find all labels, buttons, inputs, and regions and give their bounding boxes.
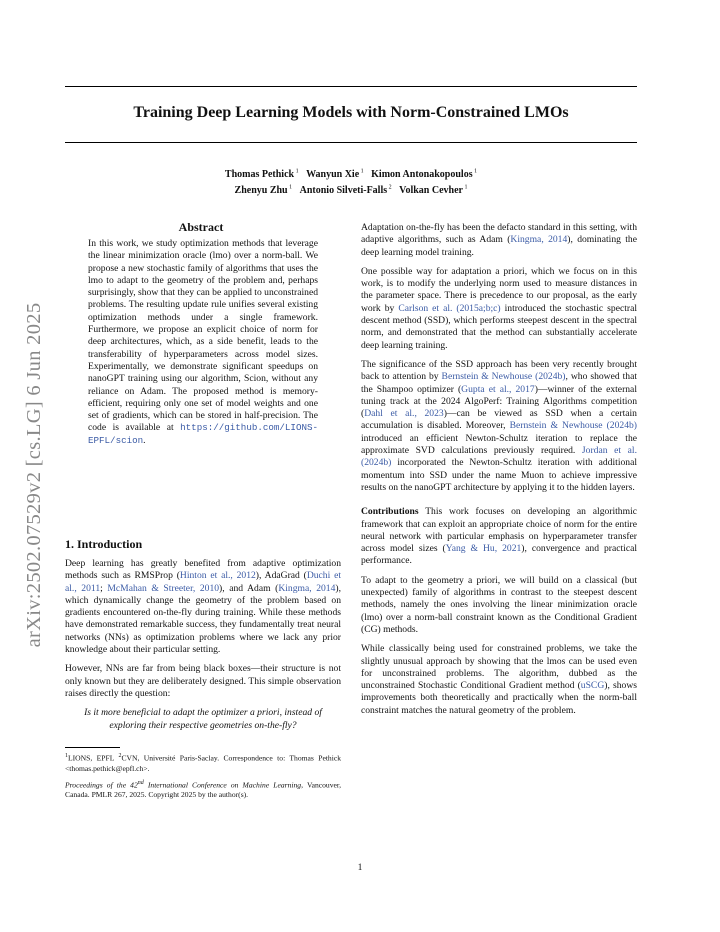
citation-link[interactable]: Jordan et al. (2024b) [361,445,637,469]
text-run: ), convergence and practical performance. [361,543,637,567]
right-paragraph-5: To adapt to the geometry a priori, we will build on a classical (but unexpected) family of algorithms in contrast to the steepest descent methods, namely the ones involving the linear minimization oracle (lmo) over a norm-ball constraint known as the Conditional Gradient (CG) methods. [361,574,637,635]
text-run: introduced an efficient Newton-Schultz iteration to replace the approximate SVD calculations previously required. [361,432,637,457]
paper-title: Training Deep Learning Models with Norm-Constrained LMOs [133,104,569,121]
code-link[interactable]: https://github.com/LIONS-EPFL/scion [88,422,318,446]
text-run: ), dominating the deep learning model training. [361,234,637,258]
citation-link[interactable]: Carlson et al. (2015a;b;c) [398,302,501,314]
citation-link[interactable]: Kingma, 2014 [278,582,336,594]
left-column [65,558,341,732]
text-run: This work focuses on developing an algorithmic framework that can exploit an appropriate choice of norm for the entire neural network with particular emphasis on hyperparameter transfer across model sizes ( [361,506,637,555]
footnote-affiliations: $^1$LIONS, EPFL $^2$CVN, Université Paris-Saclay. Correspondence to: Thomas Pethick <thomas.pethick@epfl.ch>. [65,753,342,773]
abstract-text [88,238,318,447]
arxiv-stamp: arXiv:2502.07529v2 [cs.LG] 6 Jun 2025 [23,302,45,648]
text-run: , who showed that the Shampoo optimizer ( [361,371,637,395]
text-run: ; [100,582,108,594]
text-run: ), and Adam ( [219,582,279,594]
author-name: Thomas Pethick $^1$ [224,169,299,181]
text-run: One possible way for adaptation a priori, which we focus on in this work, is to modify the underlying norm used to measure distances in the parameter space. There is precedence to our proposal, as the early work by [361,265,637,314]
page-number: 1 [357,862,363,873]
right-paragraph-2 [361,266,637,352]
citation-link[interactable]: uSCG [580,680,605,692]
citation-link[interactable]: Yang & Hu, 2021 [445,543,522,555]
section-heading-introduction: 1. Introduction [65,537,143,551]
text-run: While classically being used for constrained problems, we take the slightly unusual approach by showing that the lmos can be used even for unconstrained problems. The algorithm, dubbed as the unconstrained Stochastic Conditional Gradient method ( [361,643,637,692]
intro-paragraph-1 [65,558,341,656]
author-name: Wanyun Xie $^1$ [306,169,364,181]
text-run: )—can be viewed as SSD when a certain accumulation is disabled. Moreover, [361,408,637,432]
right-paragraph-3 [361,359,637,494]
text-run: ), AdaGrad ( [255,570,307,582]
abstract-end: . [143,434,146,446]
text-run: Adaptation on-the-fly has been the defacto standard in this setting, with adaptive algorithms, such as Adam ( [361,222,637,246]
text-run: Deep learning has greatly benefited from adaptive optimization methods such as RMSProp ( [65,558,341,582]
footnote-rule [65,747,120,748]
footnote [65,751,341,804]
author-name: Antonio Silveti-Falls $^2$ [299,184,392,196]
citation-link[interactable]: Kingma, 2014 [510,234,568,246]
text-run: ), which dynamically change the geometry of the problem based on gradients encountered on-the-fly during training. While these methods have demonstrated remarkable success, they fundamentally treat neural networks (NNs) as optimization problems where we lack any prior knowledge about their particular setting. [65,582,341,656]
citation-link[interactable]: Gupta et al., 2017 [461,383,535,395]
text-run: The significance of the SSD approach has been very recently brought back to attention by [361,358,637,383]
contributions-heading: Contributions [361,506,419,518]
footnote-proceedings: Proceedings of the 42nd International Conference on Machine Learning, Vancouver, Canada. PMLR 267, 2025. Copyright 2025 by the author(s). [65,779,342,800]
text-run: )—winner of the external tuning track at the 2024 AlgoPerf: Training Algorithms competition ( [361,383,637,420]
author-line-1 [65,166,637,181]
author-name: Volkan Cevher $^1$ [399,184,468,196]
author-name: Zhenyu Zhu $^1$ [234,184,293,196]
text-run: introduced the stochastic spectral descent method (SSD), which performs steepest descent in the spectral norm, and demonstrated that the method can substantially accelerate deep learning training. [361,302,637,351]
title-bottom-rule [65,142,637,143]
author-list [65,166,637,197]
citation-link[interactable]: Dahl et al., 2023 [364,408,444,420]
research-question: Is it more beneficial to adapt the optimizer a priori, instead of exploring their respective geometries on-the-fly? [84,707,322,731]
right-paragraph-1 [361,222,637,259]
citation-link[interactable]: Hinton et al., 2012 [179,570,256,582]
contributions-paragraph [361,506,637,567]
author-line-2 [65,181,637,196]
abstract-body: In this work, we study optimization methods that leverage the linear minimization oracle (lmo) over a norm-ball. We propose a new stochastic family of algorithms that uses the lmo to adapt to the geometry of the problem and, perhaps surprisingly, show that they can be applied to unconstrained problems. The resulting update rule unifies several existing optimization methods under a single framework. Furthermore, we propose an explicit choice of norm for deep architectures, which, as a side benefit, leads to the transferability of hyperparameters across model sizes. Experimentally, we demonstrate significant speedups on nanoGPT training using our algorithm, Scion, without any reliance on Adam. The proposed method is memory-efficient, requiring only one set of model weights and one set of gradients, which can be stored in half-precision. The code is available at [88,238,318,434]
author-name: Kimon Antonakopoulos $^1$ [371,169,478,181]
text-run: incorporated the Newton-Schultz iteration with additional momentum into SSD under the name Muon to achieve impressive results on the nanoGPT architecture by applying it to the hidden layers. [361,457,637,493]
text-run: ), shows improvements both theoretically and practically when the norm-ball constraint matches the natural geometry of the problem. [361,680,637,716]
top-rule [65,86,637,87]
citation-link[interactable]: Duchi et al., 2011 [65,570,342,594]
right-paragraph-6 [361,643,637,717]
abstract-heading: Abstract [178,220,224,234]
citation-link[interactable]: Bernstein & Newhouse (2024b) [441,371,566,383]
citation-link[interactable]: Bernstein & Newhouse (2024b) [509,420,637,432]
right-column [361,222,637,724]
citation-link[interactable]: McMahan & Streeter, 2010 [107,582,220,594]
intro-paragraph-2: However, NNs are far from being black boxes—their structure is not only known but they are deliberately designed. This simple observation raises directly the question: [65,663,341,699]
